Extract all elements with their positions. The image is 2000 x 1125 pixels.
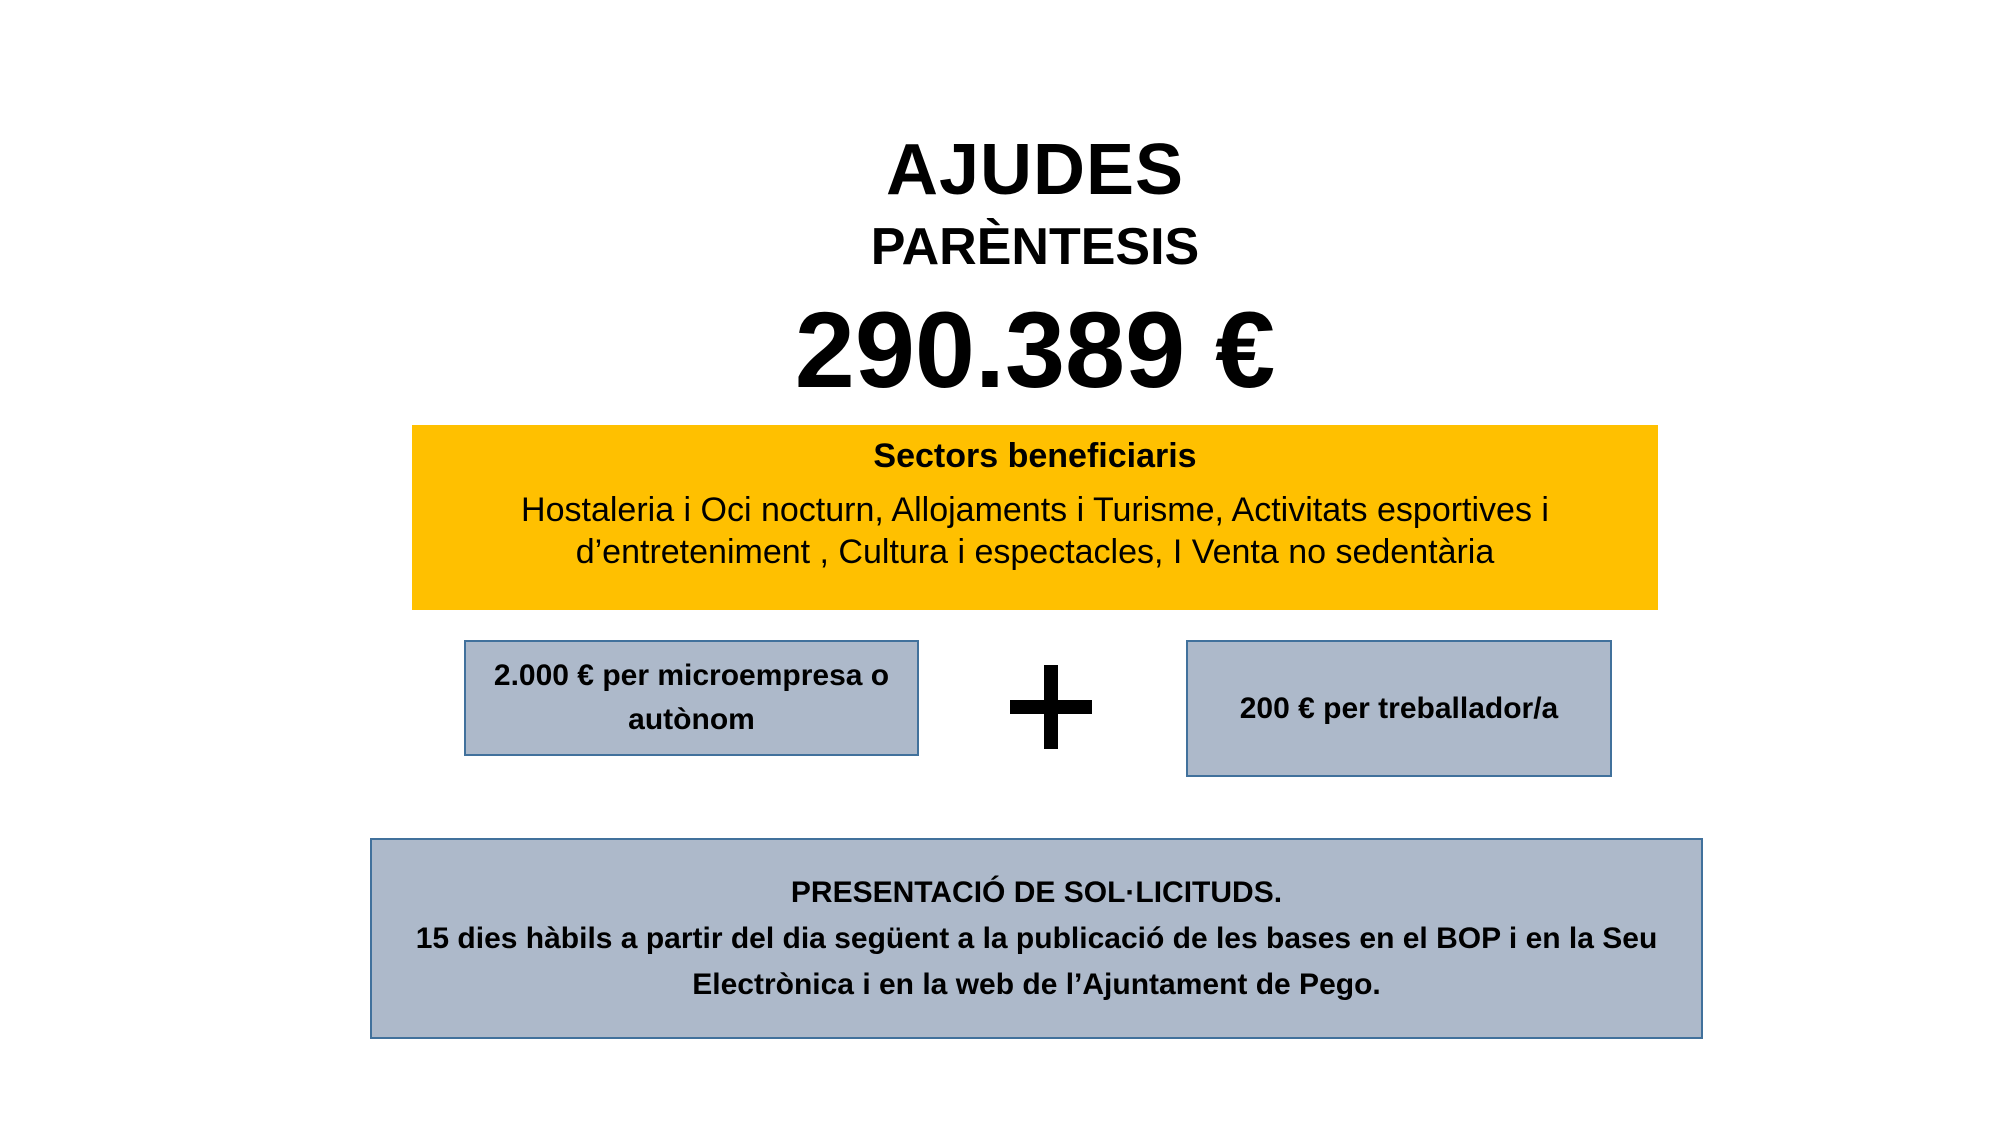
plus-icon	[1010, 665, 1092, 749]
sectors-text: Hostaleria i Oci nocturn, Allojaments i Turisme, Activitats esportives i d’entreteniment , Cultura i espectacles, I Venta no sedentària	[521, 491, 1549, 571]
page-title: AJUDES	[885, 130, 1185, 210]
aid-worker-text: 200 € per treballador/a	[1239, 691, 1559, 725]
aid-microenterprise-text: 2.000 € per microempresa o autònom	[493, 659, 890, 736]
application-text: 15 dies hàbils a partir del dia següent a la publicació de les bases en el BOP i en la Seu Electrònica i en la web de l’Ajuntament de Pego.	[415, 921, 1658, 1001]
page-subtitle: PARÈNTESIS	[870, 218, 1200, 276]
application-heading: PRESENTACIÓ DE SOL·LICITUDS.	[790, 875, 1283, 909]
application-box	[370, 838, 1703, 1039]
aid-microenterprise-box	[464, 640, 919, 756]
total-amount: 290.389 €	[794, 289, 1276, 410]
aid-worker-box	[1186, 640, 1612, 777]
sectors-heading: Sectors beneficiaris	[873, 437, 1197, 475]
sectors-box	[412, 425, 1658, 610]
